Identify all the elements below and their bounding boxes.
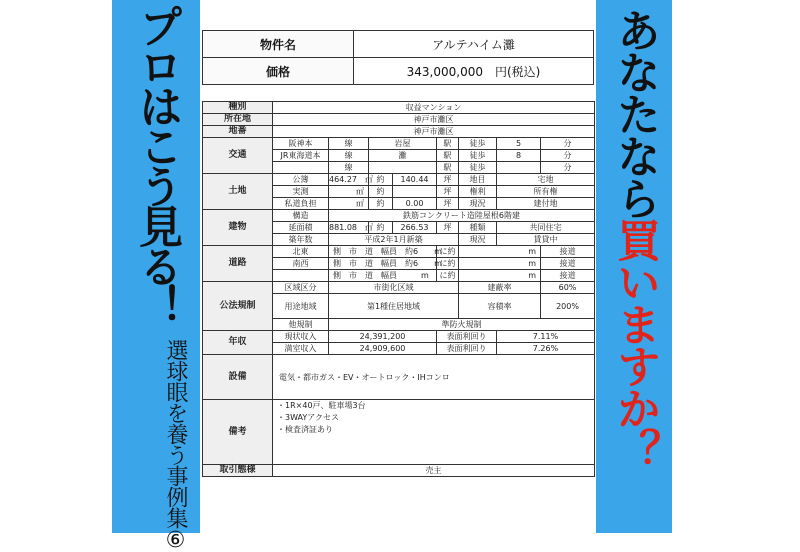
road-unit: m xyxy=(459,258,541,270)
traffic-min: 8 xyxy=(497,150,541,162)
road-frontage: に約 xyxy=(437,270,459,282)
equipment-value: 電気・都市ガス・EV・オートロック・IHコンロ xyxy=(273,355,595,400)
traffic-eki: 駅 xyxy=(437,150,459,162)
road-unit: m xyxy=(459,270,541,282)
land-unit: 坪 xyxy=(437,174,459,186)
floor-label: 延面積 xyxy=(273,222,329,234)
regulation-label: 公法規制 xyxy=(203,282,273,331)
remark-line: ・3WAYアクセス xyxy=(277,413,340,422)
land-area: 464.27 ㎡ xyxy=(329,175,373,184)
land-item-label: 権利 xyxy=(459,186,497,198)
row-lot xyxy=(203,126,595,138)
traffic-fun: 分 xyxy=(541,138,595,150)
income-amount: 24,391,200 xyxy=(329,331,437,343)
bcr-value: 60% xyxy=(541,282,595,294)
land-approx: 約 xyxy=(369,198,393,210)
land-item-value: 所有権 xyxy=(497,186,595,198)
remarks-label: 備考 xyxy=(203,400,273,465)
status-label: 現況 xyxy=(459,234,497,246)
right-banner-title xyxy=(596,8,672,470)
equipment-row xyxy=(203,355,595,400)
income-label: 年収 xyxy=(203,331,273,355)
type-label: 種別 xyxy=(203,102,273,114)
road-access: 接道 xyxy=(541,246,595,258)
land-item-label: 地目 xyxy=(459,174,497,186)
remarks-row xyxy=(203,400,595,465)
zone-label: 区域区分 xyxy=(273,282,329,294)
road-frontage: に約 xyxy=(437,258,459,270)
land-unit: 坪 xyxy=(437,198,459,210)
structure-label: 構造 xyxy=(273,210,329,222)
traffic-row xyxy=(203,138,595,150)
road-detail: 側 市 道 幅員 約6 m xyxy=(329,246,437,258)
traffic-walk: 徒歩 xyxy=(459,138,497,150)
remark-line: ・1R×40戸、駐車場3台 xyxy=(277,401,366,410)
row-address xyxy=(203,114,595,126)
traffic-fun: 分 xyxy=(541,162,595,174)
kind-label: 種類 xyxy=(459,222,497,234)
remarks-value xyxy=(273,400,595,465)
land-tsubo: 140.44 xyxy=(393,174,437,186)
land-item-label: 現況 xyxy=(459,198,497,210)
income-kind: 満室収入 xyxy=(273,343,329,355)
structure-value: 鉄筋コンクリート造陸屋根6階建 xyxy=(329,210,595,222)
traffic-sen: 線 xyxy=(329,138,369,150)
traffic-sen: 線 xyxy=(329,150,369,162)
traffic-line: 阪神本 xyxy=(273,138,329,150)
right-banner xyxy=(596,0,672,533)
left-banner xyxy=(112,0,200,552)
address-label: 所在地 xyxy=(203,114,273,126)
income-row xyxy=(203,331,595,343)
address-value: 神戸市灘区 xyxy=(273,114,595,126)
right-banner-title-a: あなたなら xyxy=(609,8,660,218)
road-frontage: に約 xyxy=(437,246,459,258)
land-tsubo xyxy=(393,186,437,198)
traffic-walk: 徒歩 xyxy=(459,150,497,162)
other-value: 準防火規制 xyxy=(329,319,595,331)
bcr-label: 建蔽率 xyxy=(459,282,541,294)
lot-value: 神戸市灘区 xyxy=(273,126,595,138)
road-direction: 南西 xyxy=(273,258,329,270)
road-direction: 北東 xyxy=(273,246,329,258)
traffic-label: 交通 xyxy=(203,138,273,174)
floor-unit: 坪 xyxy=(437,222,459,234)
lot-label: 地番 xyxy=(203,126,273,138)
land-kind: 実測 xyxy=(273,186,329,198)
road-direction xyxy=(273,270,329,282)
equipment-label: 設備 xyxy=(203,355,273,400)
deal-row xyxy=(203,465,595,477)
road-row xyxy=(203,246,595,258)
income-amount: 24,909,600 xyxy=(329,343,437,355)
land-kind: 公簿 xyxy=(273,174,329,186)
floor-area: 881.08 ㎡ xyxy=(329,223,373,232)
traffic-eki: 駅 xyxy=(437,162,459,174)
road-access: 接道 xyxy=(541,258,595,270)
land-approx: 約 xyxy=(369,174,393,186)
road-unit: m xyxy=(459,246,541,258)
deal-label: 取引態様 xyxy=(203,465,273,477)
property-name: アルテハイム灘 xyxy=(354,31,594,58)
far-value: 200% xyxy=(541,294,595,319)
road-label: 道路 xyxy=(203,246,273,282)
road-detail: 側 市 道 幅員 約6 m xyxy=(329,258,437,270)
land-area: ㎡ xyxy=(329,186,369,198)
income-kind: 現状収入 xyxy=(273,331,329,343)
deal-value: 売主 xyxy=(273,465,595,477)
land-kind: 私道負担 xyxy=(273,198,329,210)
land-row xyxy=(203,174,595,186)
row-type xyxy=(203,102,595,114)
yield-value: 7.26% xyxy=(497,343,595,355)
yield-label: 表面利回り xyxy=(437,343,497,355)
traffic-eki: 駅 xyxy=(437,138,459,150)
traffic-walk: 徒歩 xyxy=(459,162,497,174)
built-value: 平成2年1月新築 xyxy=(329,234,459,246)
left-banner-title: プロはこう見る！ xyxy=(131,4,182,324)
traffic-station: 灘 xyxy=(369,150,437,162)
land-item-value: 宅地 xyxy=(497,174,595,186)
land-approx: 約 xyxy=(369,186,393,198)
road-detail: 側 市 道 幅員 m xyxy=(329,270,437,282)
status-value: 賃貸中 xyxy=(497,234,595,246)
traffic-station xyxy=(369,162,437,174)
road-access: 接道 xyxy=(541,270,595,282)
remark-line: ・検査済証あり xyxy=(277,425,333,434)
traffic-station: 岩屋 xyxy=(369,138,437,150)
traffic-line: JR東海道本 xyxy=(273,150,329,162)
land-tsubo: 0.00 xyxy=(393,198,437,210)
zone-value: 市街化区域 xyxy=(329,282,459,294)
traffic-min xyxy=(497,162,541,174)
floor-tsubo: 266.53 xyxy=(393,222,437,234)
name-label: 物件名 xyxy=(203,31,354,58)
traffic-fun: 分 xyxy=(541,150,595,162)
land-area: ㎡ xyxy=(329,198,369,210)
building-label: 建物 xyxy=(203,210,273,246)
price-label: 価格 xyxy=(203,58,354,85)
traffic-min: 5 xyxy=(497,138,541,150)
other-label: 他規制 xyxy=(273,319,329,331)
right-banner-title-b: 買いますか？ xyxy=(609,218,660,470)
property-sheet xyxy=(200,0,596,533)
kind-value: 共同住宅 xyxy=(497,222,595,234)
traffic-line xyxy=(273,162,329,174)
traffic-sen: 線 xyxy=(329,162,369,174)
use-label: 用途地域 xyxy=(273,294,329,319)
details-table xyxy=(202,101,595,477)
use-value: 第1種住居地域 xyxy=(329,294,459,319)
built-label: 築年数 xyxy=(273,234,329,246)
yield-value: 7.11% xyxy=(497,331,595,343)
land-item-value: 建付地 xyxy=(497,198,595,210)
regulation-row xyxy=(203,282,595,294)
yield-label: 表面利回り xyxy=(437,331,497,343)
property-price: 343,000,000 円(税込) xyxy=(354,58,594,85)
far-label: 容積率 xyxy=(459,294,541,319)
land-label: 土地 xyxy=(203,174,273,210)
summary-table xyxy=(202,30,594,85)
building-row xyxy=(203,210,595,222)
type-value: 収益マンション xyxy=(273,102,595,114)
floor-approx: 約 xyxy=(369,222,393,234)
left-banner-subtitle: 選球眼を養う事例集⑥ xyxy=(163,339,188,552)
land-unit: 坪 xyxy=(437,186,459,198)
